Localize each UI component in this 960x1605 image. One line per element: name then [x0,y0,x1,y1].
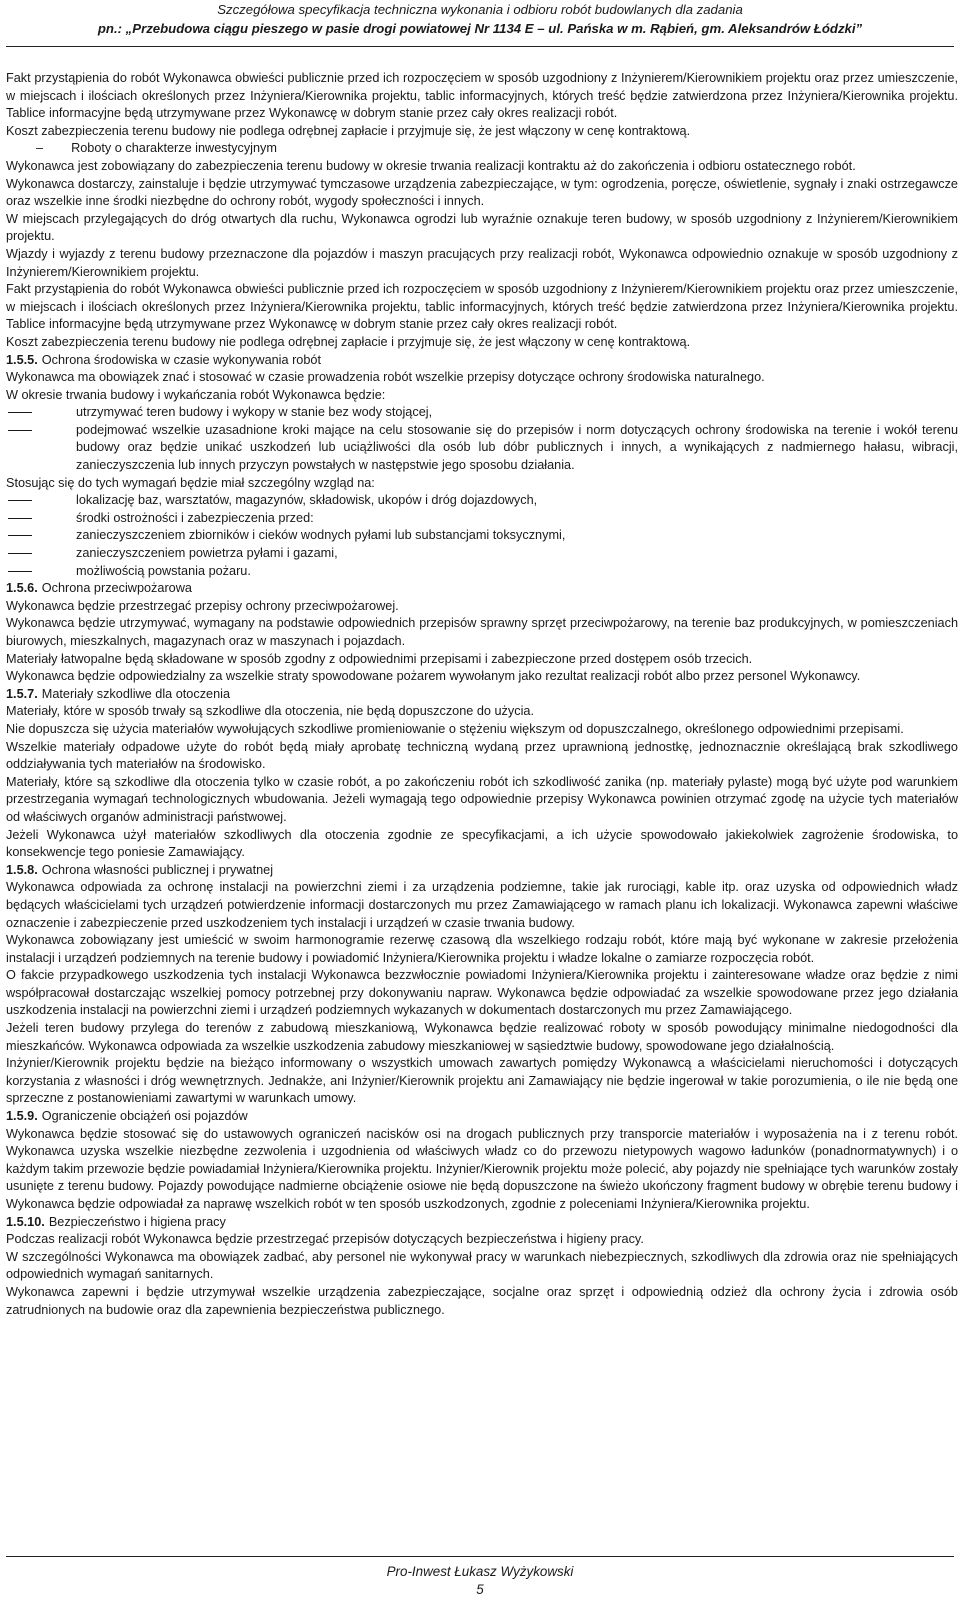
section-number: 1.5.7. [6,686,38,701]
paragraph: Podczas realizacji robót Wykonawca będzie przestrzegać przepisów dotyczących bezpieczeństwa i higieny pracy. [6,1232,644,1247]
section-title: Ochrona własności publicznej i prywatnej [41,862,274,877]
footer-author: Pro-Inwest Łukasz Wyżykowski [386,1564,574,1579]
header-task-name: pn.: „Przebudowa ciągu pieszego w pasie drogi powiatowej Nr 1134 E – ul. Pańska w m. Rąbień, gm. Aleksandrów Łódzki” [97,21,863,36]
section-number: 1.5.10. [6,1214,45,1229]
section-number: 1.5.9. [6,1109,38,1124]
section-heading-1-5-10 [6,1214,958,1232]
subheading-text: Roboty o charakterze inwestycyjnym [71,141,277,156]
paragraph: Wszelkie materiały odpadowe użyte do robót będą miały aprobatę techniczną wydaną przez uprawnioną jednostkę, jednoznacznie określającą brak szkodliwego oddziaływania tych materiałów na środowisko. [6,739,958,772]
section-title: Materiały szkodliwe dla otoczenia [41,686,231,701]
section-heading-1-5-7 [6,686,958,704]
list-item [6,545,958,563]
dash-bullet-icon [8,518,32,519]
dash-bullet-icon [8,571,32,572]
paragraph: O fakcie przypadkowego uszkodzenia tych instalacji Wykonawca bezzwłocznie powiadomi Inżyniera/Kierownika projektu i zainteresowane władze oraz będzie z nimi współpracował dostarczając wszelkiej pomocy potrzebnej przy dokonywaniu napraw. Wykonawca będzie odpowiadać za wszelkie spowodowane przez jego działania uszkodzenia instalacji na powierzchni ziemi i urządzeń podziemnych wykazanych w dokumentach dostarczonych mu przez Zamawiającego. [6,968,958,1018]
paragraph: Jeżeli Wykonawca użył materiałów szkodliwych dla otoczenia zgodnie ze specyfikacjami, a ich użycie spowodowało jakiekolwiek zagrożenie środowiska, to konsekwencje tego poniesie Zamawiający. [6,827,958,860]
paragraph: Wykonawca zapewni i będzie utrzymywał wszelkie urządzenia zabezpieczające, socjalne oraz sprzęt i odpowiednią odzież dla ochrony życia i zdrowia osób zatrudnionych na budowie oraz dla zapewnienia bezpieczeństwa publicznego. [6,1284,958,1317]
list-item [6,510,958,528]
section-title: Bezpieczeństwo i higiena pracy [48,1214,226,1229]
paragraph: Wykonawca zobowiązany jest umieścić w swoim harmonogramie rezerwę czasową dla wszelkiego rodzaju robót, które mają być wykonane w zakresie przełożenia instalacji i urządzeń podziemnych na terenie budowy i powiadomić Inżyniera/Kierownika projektu i władze lokalne o zamiarze rozpoczęcia robót. [6,933,958,965]
section-title: Ochrona środowiska w czasie wykonywania robót [41,352,321,367]
paragraph: Wykonawca będzie odpowiedzialny za wszelkie straty spowodowane pożarem wywołanym jako rezultat realizacji robót albo przez personel Wykonawcy. [6,669,861,684]
section-number: 1.5.6. [6,581,38,596]
dash-list [6,404,958,474]
list-item-text: zanieczyszczeniem zbiorników i cieków wodnych pyłami lub substancjami toksycznymi, [76,528,566,543]
list-item-text: środki ostrożności i zabezpieczenia przed: [76,510,314,525]
paragraph: Stosując się do tych wymagań będzie miał szczególny wzgląd na: [6,475,375,490]
list-item [6,422,958,475]
paragraph: W miejscach przylegających do dróg otwartych dla ruchu, Wykonawca ogrodzi lub wyraźnie oznakuje teren budowy, w sposób uzgodniony z Inżynierem/Kierownikiem projektu. [6,211,958,244]
header-divider [6,46,954,47]
list-item [6,563,958,581]
paragraph: Wykonawca będzie przestrzegać przepisy ochrony przeciwpożarowej. [6,598,399,613]
paragraph: Wjazdy i wyjazdy z terenu budowy przeznaczone dla pojazdów i maszyn pracujących przy realizacji robót, Wykonawca odpowiednio oznakuje w sposób uzgodniony z Inżynierem/Kierownikiem projektu. [6,246,958,279]
section-heading-1-5-6 [6,580,958,598]
list-item-text: podejmować wszelkie uzasadnione kroki mające na celu stosowanie się do przepisów i norm dotyczących ochrony środowiska na terenie i wokół terenu budowy oraz będzie unikać uszkodzeń lub uciążliwości dla osób lub dóbr publicznych i innych, a wynikających z nadmiernego hałasu, wibracji, zanieczyszczenia lub innych przyczyn powstałych w następstwie jego sposobu działania. [76,422,958,473]
subheading-investment-works [6,140,958,158]
document-body [6,70,958,1319]
paragraph: Materiały, które w sposób trwały są szkodliwe dla otoczenia, nie będą dopuszczone do użycia. [6,704,534,719]
section-number: 1.5.5. [6,352,38,367]
section-heading-1-5-8 [6,862,958,880]
section-number: 1.5.8. [6,862,38,877]
page-number: 5 [476,1582,484,1597]
dash-bullet-icon [8,430,32,431]
page-header [0,0,960,52]
paragraph: Wykonawca odpowiada za ochronę instalacji na powierzchni ziemi i za urządzenia podziemne, takie jak rurociągi, kable itp. oraz uzyska od odpowiednich władz będących właścicielami tych urządzeń potwierdzenie informacji dostarczonych mu przez Zamawiającego w ramach planu ich lokalizacji. Wykonawca zapewni właściwe oznaczenie i zabezpieczenie przed uszkodzeniem tych instalacji i urządzeń w czasie trwania budowy. [6,880,958,930]
dash-bullet-icon [8,535,32,536]
list-item [6,527,958,545]
paragraph: Nie dopuszcza się użycia materiałów wywołujących szkodliwe promieniowanie o stężeniu większym od dopuszczalnego, określonego odpowiednimi przepisami. [6,721,904,736]
paragraph: Fakt przystąpienia do robót Wykonawca obwieści publicznie przed ich rozpoczęciem w sposób uzgodniony z Inżynierem/Kierownikiem projektu oraz przez umieszczenie, w miejscach i ilościach określonych przez Inżyniera/Kierownika projektu, tablic informacyjnych, których treść będzie zatwierdzona przez Inżyniera/Kierownika projektu. Tablice informacyjne będą utrzymywane przez Wykonawcę w dobrym stanie przez cały okres realizacji robót. [6,71,958,121]
paragraph: Fakt przystąpienia do robót Wykonawca obwieści publicznie przed ich rozpoczęciem w sposób uzgodniony z Inżynierem/Kierownikiem projektu oraz przez umieszczenie, w miejscach i ilościach określonych przez Inżyniera/Kierownika projektu, tablic informacyjnych, których treść będzie zatwierdzona przez Inżyniera/Kierownika projektu. Tablice informacyjne będą utrzymywane przez Wykonawcę w dobrym stanie przez cały okres realizacji robót. [6,282,958,332]
paragraph: Koszt zabezpieczenia terenu budowy nie podlega odrębnej zapłacie i przyjmuje się, że jest włączony w cenę kontraktową. [6,123,691,138]
dash-bullet-icon [8,553,32,554]
paragraph: Wykonawca dostarczy, zainstaluje i będzie utrzymywać tymczasowe urządzenia zabezpieczające, w tym: ogrodzenia, poręcze, oświetlenie, sygnały i znaki ostrzegawcze oraz wszelkie inne środki niezbędne do ochrony robót, wygody społeczności i innych. [6,176,958,209]
paragraph: Wykonawca będzie stosować się do ustawowych ograniczeń nacisków osi na drogach publicznych przy transporcie materiałów i wyposażenia na i z terenu robót. Wykonawca uzyska wszelkie niezbędne zezwolenia i uzgodnienia od właściwych władz co do przewozu nietypowych wagowo ładunków (ponadnormatywnych) i o każdym takim przewozie będzie powiadamiał Inżyniera/Kierownika projektu. Inżynier/Kierownik projektu może polecić, aby pojazdy nie spełniające tych warunków zostały usunięte z terenu budowy. Pojazdy powodujące nadmierne obciążenie osiowe nie będą dopuszczone na świeżo ukończony fragment budowy w obrębie terenu budowy i Wykonawca będzie odpowiadał za naprawę wszelkich robót w ten sposób uszkodzonych, zgodnie z poleceniami Inżyniera/Kierownika projektu. [6,1126,958,1211]
paragraph: Wykonawca będzie utrzymywać, wymagany na podstawie odpowiednich przepisów sprawny sprzęt przeciwpożarowy, na terenie baz produkcyjnych, w pomieszczeniach biurowych, mieszkalnych, magazynach oraz w maszynach i pojazdach. [6,616,958,648]
section-title: Ograniczenie obciążeń osi pojazdów [41,1109,248,1124]
paragraph: Materiały łatwopalne będą składowane w sposób zgodny z odpowiednimi przepisami i zabezpieczone przed dostępem osób trzecich. [6,651,753,666]
paragraph: W okresie trwania budowy i wykańczania robót Wykonawca będzie: [6,387,386,402]
paragraph: Jeżeli teren budowy przylega do terenów z zabudową mieszkaniową, Wykonawca będzie realizować roboty w sposób powodujący minimalne niedogodności dla mieszkańców. Wykonawca odpowiada za wszelkie uszkodzenia zabudowy mieszkaniowej w sąsiedztwie budowy, spowodowane jego działalnością. [6,1021,958,1053]
paragraph: W szczególności Wykonawca ma obowiązek zadbać, aby personel nie wykonywał pracy w warunkach niebezpiecznych, szkodliwych dla zdrowia oraz nie spełniających odpowiednich wymagań sanitarnych. [6,1249,958,1282]
paragraph: Koszt zabezpieczenia terenu budowy nie podlega odrębnej zapłacie i przyjmuje się, że jest włączony w cenę kontraktową. [6,334,691,349]
paragraph: Materiały, które są szkodliwe dla otoczenia tylko w czasie robót, a po zakończeniu robót ich szkodliwość zanika (np. materiały pylaste) mogą być użyte pod warunkiem przestrzegania wymagań technologicznych wbudowania. Jeżeli wymagają tego odpowiednie przepisy Wykonawca powinien otrzymać zgodę na użycie tych materiałów od właściwych organów administracji państwowej. [6,774,958,824]
list-item [6,404,958,422]
page-footer [0,1563,960,1599]
section-heading-1-5-9 [6,1108,958,1126]
paragraph: Wykonawca ma obowiązek znać i stosować w czasie prowadzenia robót wszelkie przepisy dotyczące ochrony środowiska naturalnego. [6,370,765,385]
header-spec-title: Szczegółowa specyfikacja techniczna wykonania i odbioru robót budowlanych dla zadania [217,2,743,17]
section-title: Ochrona przeciwpożarowa [41,581,192,596]
list-item-text: utrzymywać teren budowy i wykopy w stanie bez wody stojącej, [76,405,433,420]
section-heading-1-5-5 [6,352,958,370]
dash-bullet-icon [8,500,32,501]
footer-divider [6,1556,954,1557]
list-item [6,492,958,510]
paragraph: Wykonawca jest zobowiązany do zabezpieczenia terenu budowy w okresie trwania realizacji kontraktu aż do zakończenia i odbioru ostatecznego robót. [6,158,856,173]
paragraph: Inżynier/Kierownik projektu będzie na bieżąco informowany o wszystkich umowach zawartych pomiędzy Wykonawcą a właścicielami nieruchomości i dotyczących korzystania z własności i dróg wewnętrznych. Jednakże, ani Inżynier/Kierownik projektu ani Zamawiający nie będzie ingerował w takie porozumienia, o ile nie będą one sprzeczne z postanowieniami zawartymi w warunkach umowy. [6,1056,958,1106]
list-item-text: lokalizację baz, warsztatów, magazynów, składowisk, ukopów i dróg dojazdowych, [76,493,538,508]
list-item-text: zanieczyszczeniem powietrza pyłami i gazami, [76,546,338,561]
dash-bullet-icon [8,412,32,413]
dash-marker: – [36,141,44,156]
list-item-text: możliwością powstania pożaru. [76,563,251,578]
dash-list [6,492,958,580]
